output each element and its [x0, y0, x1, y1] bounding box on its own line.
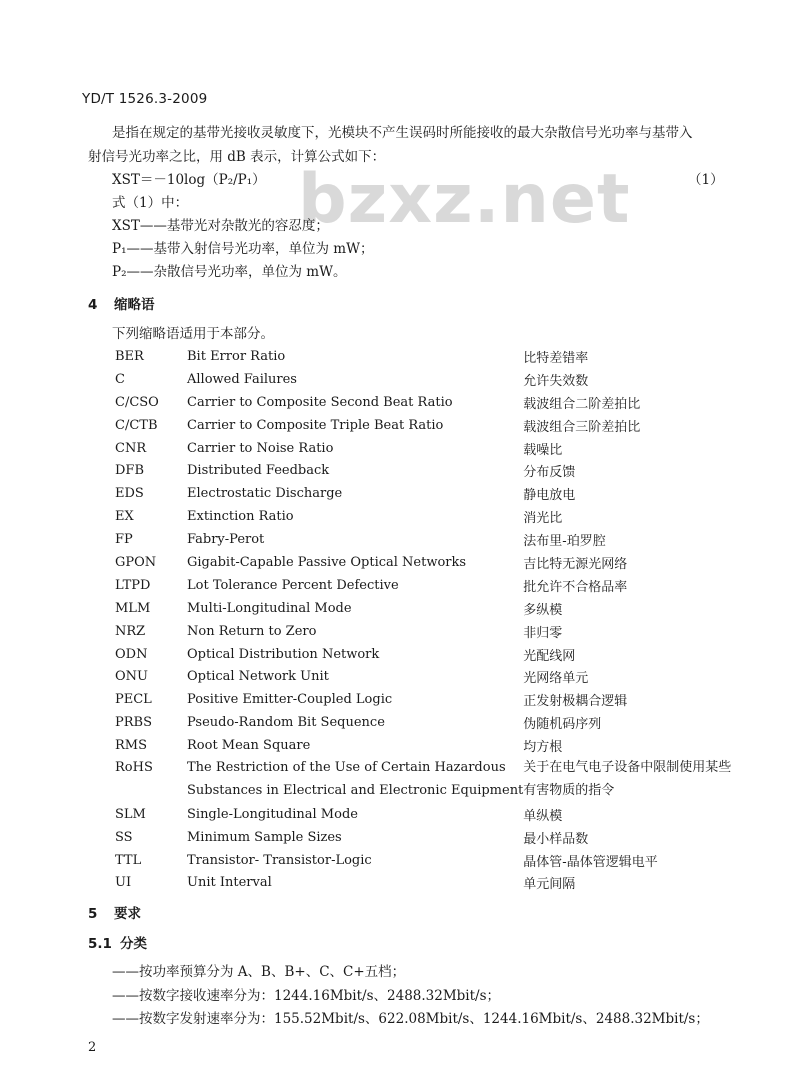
abbreviation-term: EX — [115, 509, 134, 525]
abbreviation-english: Extinction Ratio — [187, 509, 294, 525]
abbreviation-chinese: 非归零 — [523, 625, 563, 641]
abbreviation-english: Unit Interval — [187, 875, 272, 891]
section-4-heading — [88, 293, 155, 313]
abbreviation-term: SLM — [115, 806, 146, 822]
abbreviation-row — [115, 574, 763, 597]
section-5-1-number: 5.1 — [88, 936, 112, 952]
abbreviation-chinese: 单纵模 — [523, 808, 563, 824]
section-5-heading — [88, 902, 141, 922]
abbreviation-chinese: 载波组合二阶差拍比 — [523, 396, 641, 412]
abbreviation-chinese: 消光比 — [523, 511, 563, 527]
abbreviation-english — [187, 757, 523, 803]
abbreviation-term: ODN — [115, 646, 148, 662]
abbreviation-english: Minimum Sample Sizes — [187, 829, 342, 845]
classification-item: ——按功率预算分为 A、B、B+、C、C+五档； — [112, 964, 406, 980]
document-id-header: YD/T 1526.3-2009 — [82, 91, 208, 107]
abbreviation-english: Multi-Longitudinal Mode — [187, 600, 352, 616]
abbreviation-english: Distributed Feedback — [187, 463, 330, 479]
abbreviation-term: ONU — [115, 669, 148, 685]
abbreviation-term: GPON — [115, 554, 157, 570]
abbreviation-chinese: 批允许不合格品率 — [523, 579, 628, 595]
abbreviation-row — [115, 872, 763, 895]
abbreviation-term: SS — [115, 829, 133, 845]
abbreviation-english: Root Mean Square — [187, 738, 311, 754]
section-5-1-heading — [88, 932, 147, 952]
abbreviation-row — [115, 482, 763, 505]
abbreviation-english: Fabry-Perot — [187, 532, 265, 548]
abbreviation-chinese: 载噪比 — [523, 442, 563, 458]
abbreviation-english: Optical Distribution Network — [187, 646, 380, 662]
abbreviation-chinese: 允许失效数 — [523, 373, 589, 389]
intro-paragraph-line-2: 射信号光功率之比，用 dB 表示，计算公式如下： — [88, 149, 386, 165]
abbreviation-term: LTPD — [115, 577, 151, 593]
definition-p1: P₁——基带入射信号光功率，单位为 mW； — [112, 241, 374, 257]
abbreviation-english: Bit Error Ratio — [187, 348, 286, 364]
abbreviation-chinese-line: 有害物质的指令 — [523, 782, 615, 798]
section-4-intro: 下列缩略语适用于本部分。 — [112, 326, 274, 342]
abbreviation-english: Carrier to Composite Second Beat Ratio — [187, 394, 453, 410]
abbreviation-chinese: 吉比特无源光网络 — [523, 556, 628, 572]
abbreviation-chinese: 法布里-珀罗腔 — [523, 534, 606, 550]
abbreviation-english: Carrier to Noise Ratio — [187, 440, 334, 456]
abbreviation-row — [115, 620, 763, 643]
abbreviation-chinese: 正发射极耦合逻辑 — [523, 694, 628, 710]
definition-p2: P₂——杂散信号光功率，单位为 mW。 — [112, 264, 347, 280]
abbreviation-row — [115, 505, 763, 528]
abbreviation-row — [115, 414, 763, 437]
abbreviations-table — [115, 345, 763, 894]
abbreviation-row — [115, 688, 763, 711]
abbreviation-term: TTL — [115, 852, 142, 868]
abbreviation-row — [115, 459, 763, 482]
abbreviation-row — [115, 345, 763, 368]
abbreviation-english: Pseudo-Random Bit Sequence — [187, 715, 385, 731]
abbreviation-row — [115, 849, 763, 872]
abbreviation-term: RoHS — [115, 760, 153, 776]
abbreviation-term: C/CSO — [115, 394, 159, 410]
classification-item: ——按数字发射速率分为：155.52Mbit/s、622.08Mbit/s、1244.16Mbit/s、2488.32Mbit/s； — [112, 1011, 709, 1027]
abbreviation-english: Allowed Failures — [187, 371, 297, 387]
abbreviation-row — [115, 597, 763, 620]
section-4-number: 4 — [88, 297, 98, 313]
definition-xst: XST——基带光对杂散光的容忍度； — [112, 218, 329, 234]
abbreviation-chinese: 单元间隔 — [523, 877, 576, 893]
abbreviation-row — [115, 391, 763, 414]
abbreviation-row — [115, 665, 763, 688]
abbreviation-row — [115, 803, 763, 826]
abbreviation-english-line: The Restriction of the Use of Certain Hazardous — [187, 760, 506, 776]
abbreviation-english: Gigabit-Capable Passive Optical Networks — [187, 554, 467, 570]
abbreviation-row — [115, 734, 763, 757]
section-5-1-title: 分类 — [120, 936, 147, 952]
abbreviation-english: Non Return to Zero — [187, 623, 317, 639]
abbreviation-term: MLM — [115, 600, 151, 616]
abbreviation-row — [115, 437, 763, 460]
abbreviation-english: Transistor- Transistor-Logic — [187, 852, 372, 868]
watermark: bzxz.net — [298, 160, 631, 239]
abbreviation-term: NRZ — [115, 623, 146, 639]
abbreviation-chinese: 光网络单元 — [523, 671, 589, 687]
abbreviation-english: Electrostatic Discharge — [187, 486, 343, 502]
abbreviation-chinese: 晶体管-晶体管逻辑电平 — [523, 854, 658, 870]
abbreviation-term: C/CTB — [115, 417, 158, 433]
abbreviation-term: RMS — [115, 738, 148, 754]
abbreviation-chinese — [523, 757, 763, 803]
abbreviation-term: BER — [115, 348, 144, 364]
abbreviation-chinese: 静电放电 — [523, 488, 576, 504]
abbreviation-term: UI — [115, 875, 132, 891]
formula: XST＝－10log（P₂/P₁） — [112, 172, 266, 188]
abbreviation-english: Single-Longitudinal Mode — [187, 806, 358, 822]
abbreviation-row — [115, 551, 763, 574]
abbreviation-chinese: 最小样品数 — [523, 831, 589, 847]
abbreviation-chinese: 比特差错率 — [523, 350, 589, 366]
formula-where: 式（1）中： — [112, 195, 189, 211]
abbreviation-chinese: 光配线网 — [523, 648, 576, 664]
formula-number: （1） — [688, 172, 724, 188]
abbreviation-row — [115, 643, 763, 666]
page-number: 2 — [88, 1040, 97, 1055]
abbreviation-english-line: Substances in Electrical and Electronic Equipment — [187, 782, 524, 798]
abbreviation-term: CNR — [115, 440, 147, 456]
abbreviation-term: EDS — [115, 486, 144, 502]
section-4-title: 缩略语 — [114, 297, 155, 313]
abbreviation-english: Carrier to Composite Triple Beat Ratio — [187, 417, 444, 433]
abbreviation-chinese: 载波组合三阶差拍比 — [523, 419, 641, 435]
abbreviation-chinese: 伪随机码序列 — [523, 717, 602, 733]
abbreviation-term: PRBS — [115, 715, 152, 731]
abbreviation-term: DFB — [115, 463, 144, 479]
abbreviation-row — [115, 528, 763, 551]
section-5-number: 5 — [88, 906, 98, 922]
abbreviation-term: PECL — [115, 692, 152, 708]
abbreviation-term: C — [115, 371, 125, 387]
abbreviation-chinese: 分布反馈 — [523, 465, 576, 481]
abbreviation-chinese: 均方根 — [523, 740, 563, 756]
intro-paragraph-line-1: 是指在规定的基带光接收灵敏度下，光模块不产生误码时所能接收的最大杂散信号光功率与基带入 — [112, 125, 693, 141]
abbreviation-chinese: 多纵模 — [523, 602, 563, 618]
abbreviation-row — [115, 757, 763, 803]
abbreviation-row — [115, 826, 763, 849]
section-5-title: 要求 — [114, 906, 141, 922]
abbreviation-english: Lot Tolerance Percent Defective — [187, 577, 399, 593]
abbreviation-chinese-line: 关于在电气电子设备中限制使用某些 — [523, 760, 732, 776]
abbreviation-term: FP — [115, 532, 133, 548]
abbreviation-english: Optical Network Unit — [187, 669, 329, 685]
classification-item: ——按数字接收速率分为：1244.16Mbit/s、2488.32Mbit/s； — [112, 988, 501, 1004]
abbreviation-row — [115, 368, 763, 391]
abbreviation-row — [115, 711, 763, 734]
abbreviation-english: Positive Emitter-Coupled Logic — [187, 692, 393, 708]
